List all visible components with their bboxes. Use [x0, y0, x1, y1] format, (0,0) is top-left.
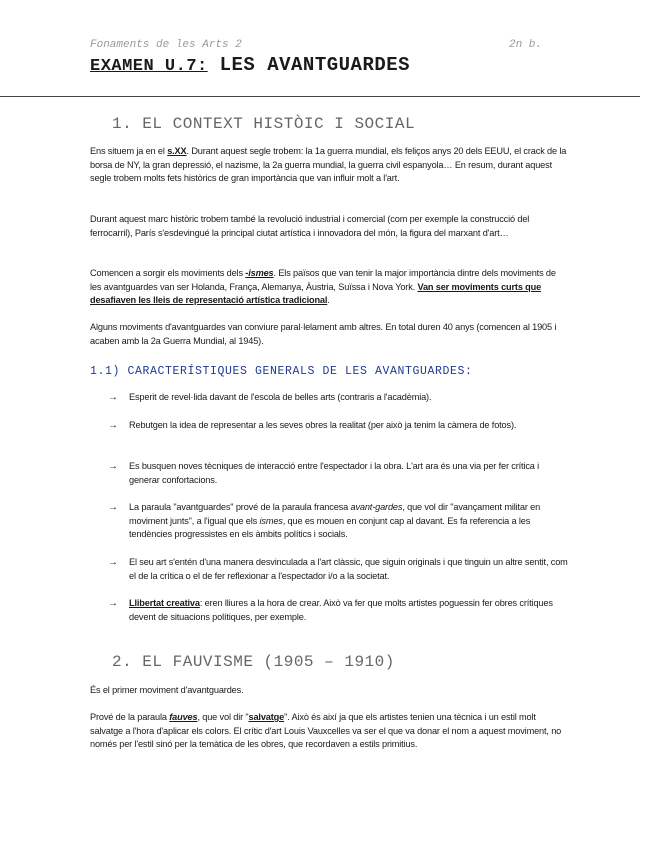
text-run-emphasis: s.XX	[167, 146, 187, 156]
paragraph-context-4: Alguns moviments d'avantguardes van conviure paral·lelament amb altres. En total duren 40 anys (comencen al 1905 i acaben amb la 2a Guerra Mundial, al 1945).	[90, 322, 557, 346]
course-label: 2n b.	[509, 39, 543, 51]
text-run: .	[327, 295, 330, 306]
text-run-italic: ismes	[259, 515, 283, 526]
subject-label: Fonaments de les Arts 2	[90, 39, 242, 51]
paragraph-context-3	[90, 267, 568, 308]
text-run: , que vol dir "	[197, 712, 249, 722]
text-run: . Durant aquest segle trobem: la 1a guerra mundial, els feliços anys 20 dels EEUU, el crack de la borsa de NY, la gran depressió, el nazisme, la 2a guerra mundial, la guerra civil espanyola… En resum, durant aquest segle trobem molts fets històrics de gran importància que van influir molt a l'art.	[90, 146, 567, 184]
text-run: ". Això és així ja que els artistes tenien una tècnica i un estil molt salvatge a l'hora d'aplicar els colors. El crític d'art Louis Vauxcelles va ser el que va donar el nom a aquest moviment, no només per l'estil sinó per la temàtica de les obres, que recordaven a estils primitius.	[90, 712, 562, 750]
arrow-icon: →	[108, 557, 118, 568]
page-header	[90, 39, 550, 53]
list-item-text: Es busquen noves tècniques de interacció entre l'espectador i la obra. L'art ara és una via per fer crítica i generar confortacions.	[129, 461, 540, 485]
paragraph-context-2: Durant aquest marc històric trobem també la revolució industrial i comercial (com per exemple la construcció del ferrocarril), París s'esdevingué la principal ciutat artística i innovadora del món, la figura del marxant d'art…	[90, 214, 530, 238]
text-run-emphasis: fauves	[169, 712, 198, 722]
paragraph-fauvism-1: És el primer moviment d'avantguardes.	[90, 685, 244, 695]
text-run-emphasis: salvatge	[248, 712, 285, 722]
text-run: La paraula "avantguardes" prové de la paraula francesa	[129, 502, 351, 512]
list-item-text: Rebutgen la idea de representar a les seves obres la realitat (per això ja tenim la càmera de fotos).	[129, 420, 517, 430]
text-run-emphasis: Llibertat creativa	[129, 598, 200, 608]
section-heading-fauvism: 2. EL FAUVISME (1905 – 1910)	[112, 653, 395, 671]
list-item	[108, 501, 568, 543]
arrow-icon: →	[108, 392, 118, 403]
text-run: , que vol dir "avançament militar en moviment junts", a l'igual que els	[129, 502, 541, 526]
paragraph-fauvism-2	[90, 711, 568, 752]
text-run: Prové de la paraula	[90, 712, 170, 722]
text-run: . Els països que van tenir la major importància dintre dels moviments de les avantguardes van ser Holanda, França, Alemanya, Àustria, Suïssa i Nova York.	[90, 268, 556, 292]
text-run: , que es mouen en conjunt cap al davant. Es fa referencia a les tendències progressistes en els àmbits polítics i socials.	[129, 515, 531, 540]
list-item-text: El seu art s'entén d'una manera desvinculada a l'art clàssic, que siguin originals i que tinguin un altre sentit, com el de la crítica o el de fer reflexionar a l'espectador i/o a la societat.	[129, 557, 568, 581]
list-item	[108, 419, 568, 447]
document-title	[90, 53, 410, 76]
paragraph-context-1	[90, 145, 568, 186]
arrow-icon: →	[108, 502, 118, 513]
header-divider	[0, 96, 640, 97]
list-item-text	[129, 501, 569, 542]
text-run: Ens situem ja en el	[90, 146, 168, 156]
list-item-text: Esperit de revel·lida davant de l'escola de belles arts (contraris a l'acadèmia).	[129, 392, 432, 402]
title-prefix: EXAMEN U.7:	[90, 57, 208, 76]
text-run: Comencen a sorgir els moviments dels	[90, 268, 246, 278]
text-run-italic: avant-gardes	[350, 502, 403, 512]
subsection-heading-characteristics: 1.1) CARACTERÍSTIQUES GENERALS DE LES AVANTGUARDES:	[90, 365, 473, 378]
text-run-emphasis: -ismes	[245, 268, 274, 278]
list-item	[108, 597, 568, 625]
arrow-icon: →	[108, 420, 118, 431]
section-heading-context: 1. EL CONTEXT HISTÒIC I SOCIAL	[112, 115, 416, 133]
arrow-icon: →	[108, 598, 118, 609]
text-run-emphasis: Van ser moviments curts que desafiaven les lleis de representació artística tradicional	[90, 281, 542, 306]
list-item-text	[129, 597, 569, 624]
text-run: : eren lliures a la hora de crear. Això va fer que molts artistes poguessin fer obres crítiques devent de situacions polítiques, per exemple.	[129, 598, 553, 622]
list-item	[108, 391, 568, 405]
title-main: LES AVANTGUARDES	[207, 54, 411, 76]
list-item	[108, 460, 568, 488]
arrow-icon: →	[108, 461, 118, 472]
list-item	[108, 556, 568, 584]
